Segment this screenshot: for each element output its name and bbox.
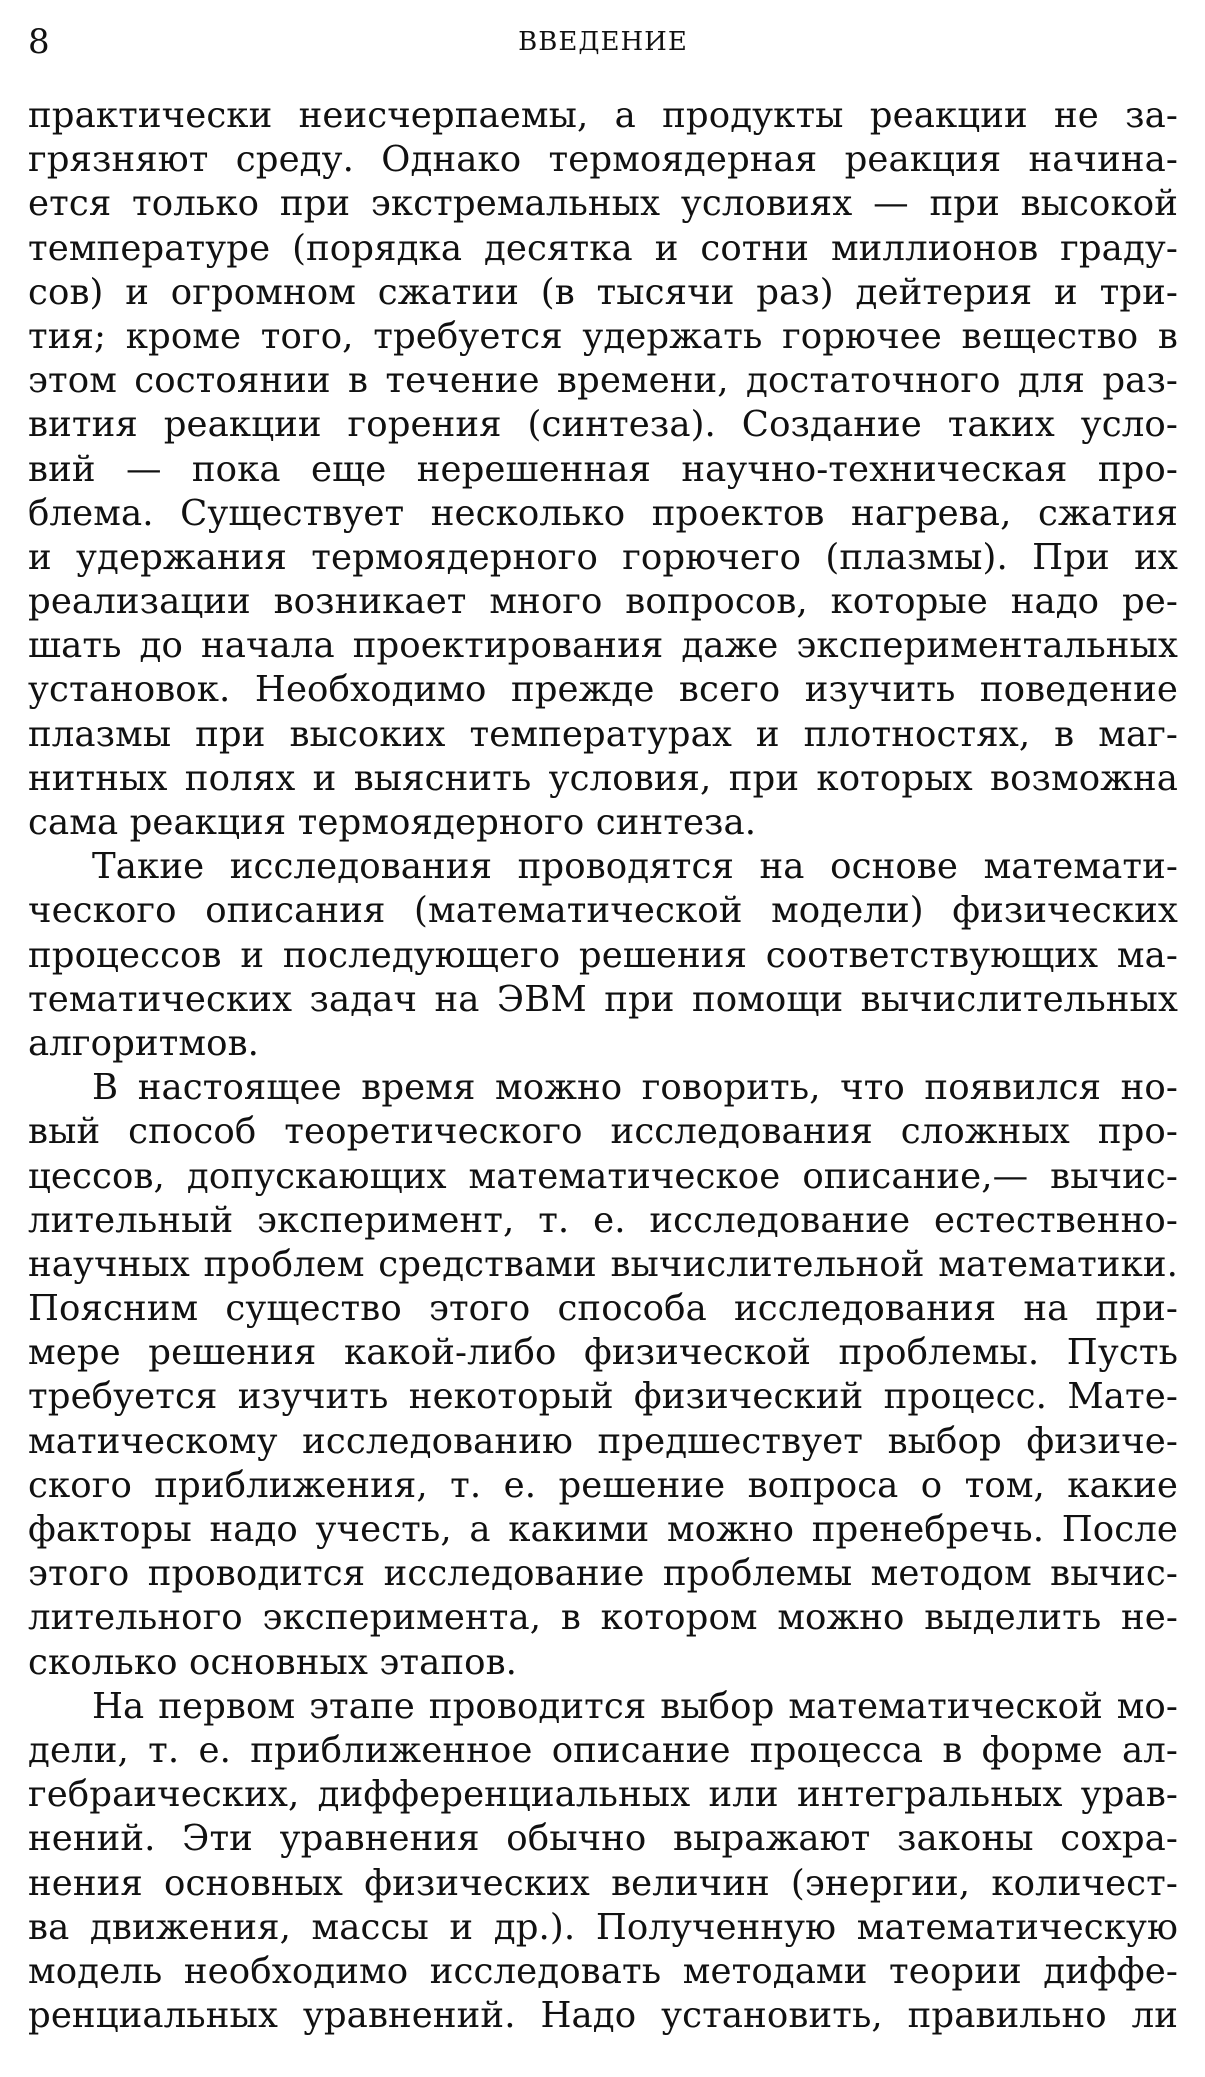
text-line: ва движения, массы и др.). Полученную математическую — [28, 1906, 1178, 1948]
text-line: сов) и огромном сжатии (в тысячи раз) дейтерия и три- — [28, 271, 1178, 313]
text-line: вий — пока еще нерешенная научно-техническая про- — [28, 448, 1178, 490]
text-line: В настоящее время можно говорить, что появился но- — [92, 1067, 1178, 1109]
text-line: и удержания термоядерного горючего (плазмы). При их — [28, 536, 1178, 578]
text-line: лительного эксперимента, в котором можно выделить не- — [28, 1597, 1178, 1639]
text-line: цессов, допускающих математическое описание,— вычис- — [28, 1155, 1178, 1197]
text-line: гебраических, дифференциальных или интегральных урав- — [28, 1774, 1178, 1816]
text-line: блема. Существует несколько проектов нагрева, сжатия — [28, 492, 1178, 534]
text-line: ческого описания (математической модели) физических — [28, 890, 1178, 932]
text-line: нений. Эти уравнения обычно выражают законы сохра- — [28, 1818, 1178, 1860]
text-line: матическому исследованию предшествует выбор физиче- — [28, 1420, 1178, 1462]
text-line: грязняют среду. Однако термоядерная реакция начина- — [28, 139, 1178, 181]
page-number: 8 — [28, 22, 50, 62]
text-line: шать до начала проектирования даже экспериментальных — [28, 625, 1178, 667]
text-line: практически неисчерпаемы, а продукты реакции не за- — [28, 95, 1178, 136]
running-head-title: ВВЕДЕНИЕ — [518, 27, 688, 57]
text-line: Поясним существо этого способа исследования на при- — [28, 1288, 1178, 1330]
text-line: тематических задач на ЭВМ при помощи вычислительных — [28, 978, 1178, 1020]
text-line: факторы надо учесть, а какими можно пренебречь. После — [28, 1509, 1178, 1550]
text-line: сама реакция термоядерного синтеза. — [28, 802, 757, 843]
text-line: температуре (порядка десятка и сотни миллионов граду- — [28, 227, 1178, 269]
text-line: этого проводится исследование проблемы методом вычис- — [28, 1553, 1178, 1595]
text-line: нитных полях и выяснить условия, при которых возможна — [28, 757, 1178, 799]
text-line: Такие исследования проводятся на основе математи- — [92, 846, 1178, 888]
text-line: плазмы при высоких температурах и плотностях, в маг- — [28, 713, 1178, 755]
text-line: нения основных физических величин (энергии, количест- — [28, 1862, 1178, 1904]
text-line: этом состоянии в течение времени, достаточного для раз- — [28, 360, 1178, 402]
body-text — [28, 94, 1178, 2038]
text-line: вития реакции горения (синтеза). Создание таких усло- — [28, 404, 1178, 446]
text-line: реализации возникает много вопросов, которые надо ре- — [28, 581, 1178, 623]
text-line: мере решения какой-либо физической проблемы. Пусть — [28, 1332, 1178, 1374]
text-line: требуется изучить некоторый физический процесс. Мате- — [28, 1376, 1178, 1418]
text-line: научных проблем средствами вычислительной математики. — [28, 1243, 1178, 1285]
text-line: ренциальных уравнений. Надо установить, правильно ли — [28, 1995, 1178, 2037]
running-head — [28, 20, 1178, 64]
text-line: ского приближения, т. е. решение вопроса о том, какие — [28, 1464, 1178, 1506]
text-line: На первом этапе проводится выбор математической мо- — [92, 1685, 1178, 1727]
text-line: вый способ теоретического исследования сложных про- — [28, 1111, 1178, 1153]
text-line: процессов и последующего решения соответствующих ма- — [28, 934, 1178, 976]
text-line: алгоритмов. — [28, 1022, 260, 1064]
text-line: лительный эксперимент, т. е. исследование естественно- — [28, 1199, 1178, 1241]
text-line: ется только при экстремальных условиях — при высокой — [28, 183, 1178, 225]
text-line: установок. Необходимо прежде всего изучить поведение — [28, 669, 1178, 711]
text-line: дели, т. е. приближенное описание процесса в форме ал- — [28, 1729, 1178, 1771]
text-line: модель необходимо исследовать методами теории диффе- — [28, 1950, 1178, 1992]
text-line: сколько основных этапов. — [28, 1641, 518, 1683]
text-line: тия; кроме того, требуется удержать горючее вещество в — [28, 315, 1178, 357]
